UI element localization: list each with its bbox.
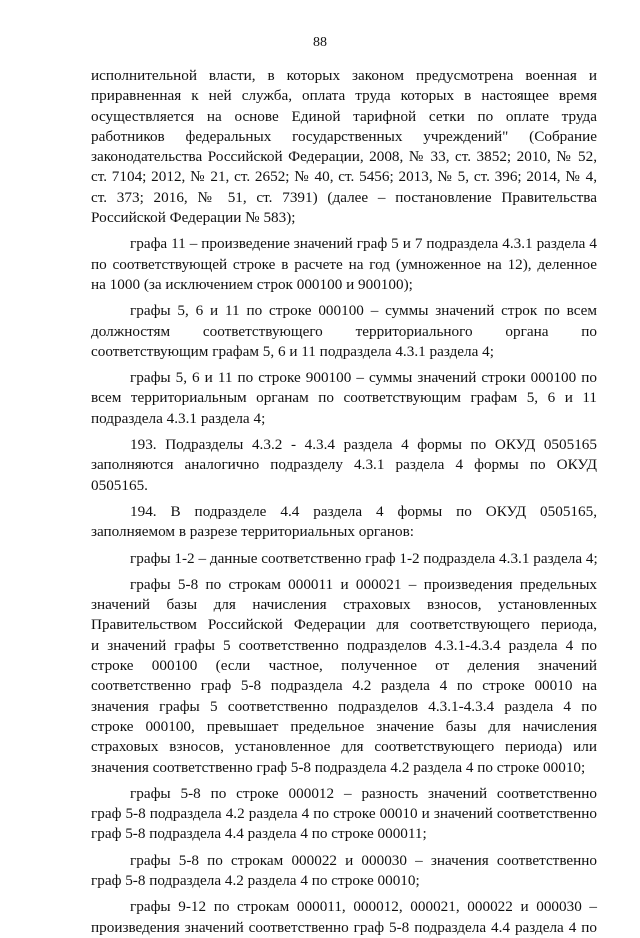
text-line: граф 5-8 подраздела 4.4 раздела 4 по строке 000011;	[91, 825, 427, 843]
text-line: графы 5, 6 и 11 по строке 900100 – суммы значений строки 000100 по	[130, 369, 597, 387]
text-line: произведения значений соответственно граф 5-8 подраздела 4.4 раздела 4 по	[91, 918, 597, 936]
text-line: 194. В подразделе 4.4 раздела 4 формы по ОКУД 0505165,	[130, 502, 597, 520]
paragraph	[91, 502, 597, 543]
paragraph	[91, 368, 597, 429]
text-line: страховых взносов, установленное для соответствующего периода) или	[91, 738, 597, 756]
text-line: на 1000 (за исключением строк 000100 и 900100);	[91, 275, 413, 293]
text-line: соответствующим графам 5, 6 и 11 подраздела 4.3.1 раздела 4;	[91, 342, 494, 360]
text-line: должностям соответствующего территориального органа по	[91, 322, 597, 340]
text-line: значения соответственно граф 5-8 подраздела 4.2 раздела 4 по строке 00010;	[91, 758, 586, 776]
text-line: графы 9-12 по строкам 000011, 000012, 000021, 000022 и 000030 –	[130, 898, 597, 916]
paragraph	[91, 234, 597, 295]
paragraph	[91, 575, 597, 778]
text-line: заполняются аналогично подразделу 4.3.1 раздела 4 формы по ОКУД	[91, 456, 597, 474]
text-line: граф 5-8 подраздела 4.2 раздела 4 по строке 00010;	[91, 871, 420, 889]
text-line: графы 1-2 – данные соответственно граф 1-2 подраздела 4.3.1 раздела 4;	[130, 549, 598, 567]
text-line: графы 5-8 по строкам 000022 и 000030 – значения соответственно	[130, 851, 597, 869]
text-line: 193. Подразделы 4.3.2 - 4.3.4 раздела 4 формы по ОКУД 0505165	[130, 436, 597, 454]
text-line: заполняемом в разрезе территориальных органов:	[91, 523, 414, 541]
text-line: Правительством Российской Федерации для соответствующего периода,	[91, 616, 597, 634]
text-line: приравненная к ней служба, оплата труда которых в настоящее время	[91, 87, 597, 105]
text-line: осуществляется на основе Единой тарифной сетки по оплате труда	[91, 107, 597, 125]
text-line: и значений графы 5 соответственно подразделов 4.3.1-4.3.4 раздела 4 по	[91, 636, 597, 654]
text-line: законодательства Российской Федерации, 2008, № 33, ст. 3852; 2010, № 52,	[91, 148, 597, 166]
paragraph	[91, 301, 597, 362]
text-line: соответственно граф 5-8 подраздела 4.2 раздела 4 по строке 00010 на	[91, 677, 597, 695]
text-line: Российской Федерации № 583);	[91, 209, 296, 227]
paragraph	[91, 897, 597, 938]
paragraph	[91, 549, 597, 569]
text-line: 0505165.	[91, 476, 148, 494]
page-number: 88	[313, 35, 327, 50]
text-line: строке 000100 (если частное, полученное от деления значений	[91, 657, 597, 675]
text-line: всем территориальным органам по соответствующим графам 5, 6 и 11	[91, 389, 597, 407]
paragraph	[91, 784, 597, 845]
text-line: строке 000100, превышает предельное значение базы для начисления	[91, 717, 597, 735]
text-line: графы 5-8 по строке 000012 – разность значений соответственно	[130, 784, 597, 802]
text-line: графы 5, 6 и 11 по строке 000100 – суммы значений строк по всем	[130, 302, 597, 320]
paragraph	[91, 435, 597, 496]
text-line: подраздела 4.3.1 раздела 4;	[91, 409, 266, 427]
text-line: графа 11 – произведение значений граф 5 и 7 подраздела 4.3.1 раздела 4	[130, 235, 597, 253]
text-line: ст. 7104; 2012, № 21, ст. 2652; № 40, ст. 5456; 2013, № 5, ст. 396; 2014, № 4,	[91, 168, 597, 186]
text-line: по соответствующей строке в расчете на год (умноженное на 12), деленное	[91, 255, 597, 273]
document-body	[91, 66, 597, 938]
text-line: граф 5-8 подраздела 4.2 раздела 4 по строке 00010 и значений соответственно	[91, 805, 597, 823]
text-line: исполнительной власти, в которых законом предусмотрена военная и	[91, 67, 597, 84]
text-line: работников федеральных государственных учреждений" (Собрание	[91, 127, 597, 145]
text-line: ст. 373; 2016, № 51, ст. 7391) (далее – постановление Правительства	[91, 188, 597, 206]
text-line: графы 5-8 по строкам 000011 и 000021 – произведения предельных	[130, 575, 597, 593]
text-line: значения графы 5 соответственно подразделов 4.3.1-4.3.4 раздела 4 по	[91, 697, 597, 715]
text-line: значений базы для начисления страховых взносов, установленных	[91, 596, 597, 614]
paragraph	[91, 851, 597, 892]
paragraph	[91, 66, 597, 228]
